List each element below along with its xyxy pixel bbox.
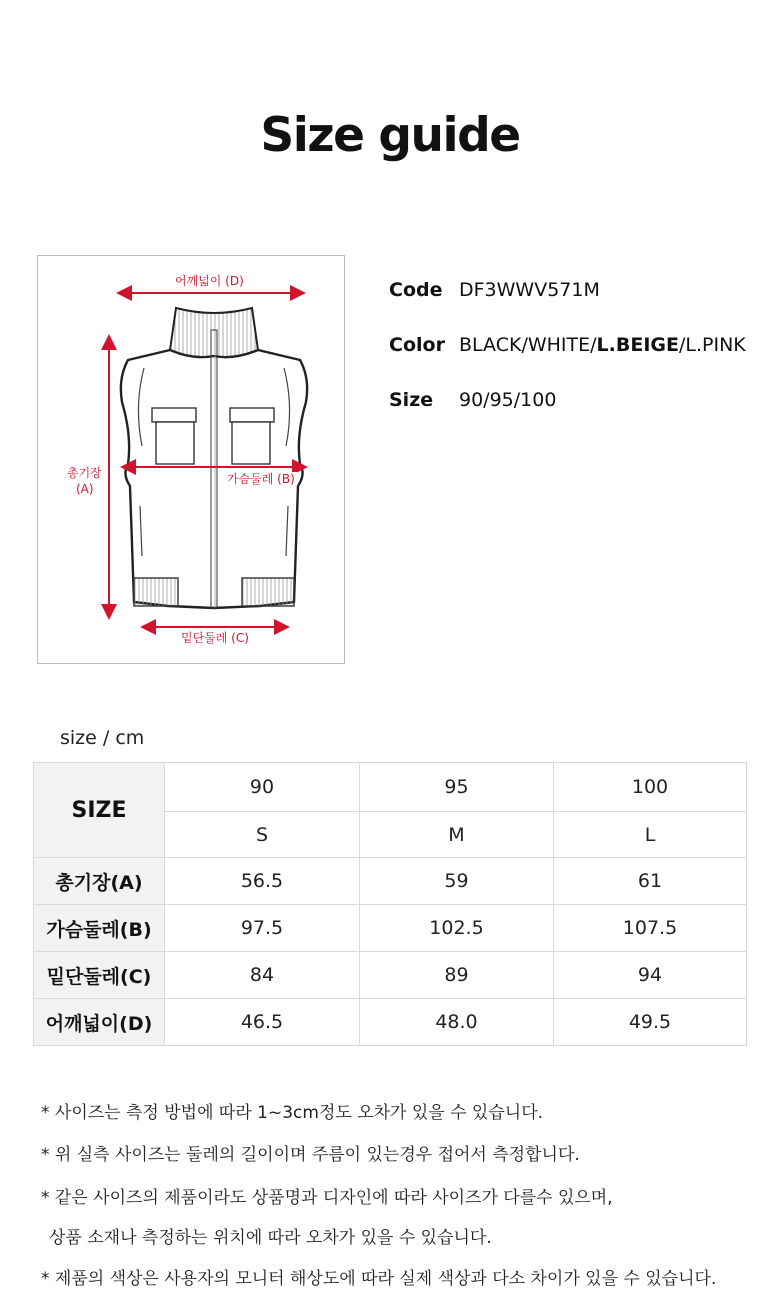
table-row bbox=[34, 858, 747, 905]
table-cell: 46.5 bbox=[165, 999, 360, 1046]
info-color-key: Color bbox=[389, 334, 445, 356]
table-cell: 49.5 bbox=[554, 999, 747, 1046]
table-cell: 102.5 bbox=[360, 905, 554, 952]
page-title: Size guide bbox=[260, 108, 520, 163]
table-row bbox=[34, 952, 747, 999]
note-3: * 같은 사이즈의 제품이라도 상품명과 디자인에 따라 사이즈가 다를수 있으며, bbox=[41, 1188, 613, 1208]
table-cell: 97.5 bbox=[165, 905, 360, 952]
vest-diagram bbox=[37, 255, 345, 664]
col-letter-m: M bbox=[360, 812, 554, 858]
size-table bbox=[33, 762, 747, 1046]
color-part-1: BLACK/WHITE/ bbox=[459, 334, 597, 356]
info-code-key: Code bbox=[389, 279, 443, 301]
table-header-row-num bbox=[34, 763, 747, 812]
row-label-length: 총기장(A) bbox=[34, 858, 165, 905]
vest-illustration bbox=[38, 256, 344, 663]
info-code-value: DF3WWV571M bbox=[459, 279, 600, 301]
row-label-shoulder: 어깨넓이(D) bbox=[34, 999, 165, 1046]
size-header-cell: SIZE bbox=[34, 763, 165, 858]
shoulder-width-label: 어깨넓이 (D) bbox=[175, 274, 244, 288]
color-part-highlight: L.BEIGE bbox=[596, 334, 679, 356]
col-num-90: 90 bbox=[165, 763, 360, 812]
table-cell: 48.0 bbox=[360, 999, 554, 1046]
note-1: * 사이즈는 측정 방법에 따라 1~3cm정도 오차가 있을 수 있습니다. bbox=[41, 1103, 544, 1123]
col-letter-s: S bbox=[165, 812, 360, 858]
info-size-key: Size bbox=[389, 389, 434, 411]
table-cell: 94 bbox=[554, 952, 747, 999]
total-length-code: (A) bbox=[76, 482, 94, 496]
note-3-continued: 상품 소재나 측정하는 위치에 따라 오차가 있을 수 있습니다. bbox=[49, 1228, 492, 1248]
total-length-label: 총기장 bbox=[67, 466, 102, 480]
info-size-value: 90/95/100 bbox=[459, 389, 557, 411]
row-label-hem: 밑단둘레(C) bbox=[34, 952, 165, 999]
table-cell: 89 bbox=[360, 952, 554, 999]
col-num-95: 95 bbox=[360, 763, 554, 812]
table-row bbox=[34, 999, 747, 1046]
table-cell: 56.5 bbox=[165, 858, 360, 905]
table-cell: 61 bbox=[554, 858, 747, 905]
hem-label: 밑단둘레 (C) bbox=[181, 631, 249, 645]
table-cell: 59 bbox=[360, 858, 554, 905]
col-letter-l: L bbox=[554, 812, 747, 858]
note-2: * 위 실측 사이즈는 둘레의 길이이며 주름이 있는경우 접어서 측정합니다. bbox=[41, 1145, 580, 1165]
color-part-3: /L.PINK bbox=[678, 334, 746, 356]
unit-label: size / cm bbox=[60, 727, 145, 749]
info-color-value bbox=[459, 334, 746, 356]
col-num-100: 100 bbox=[554, 763, 747, 812]
table-row bbox=[34, 905, 747, 952]
chest-label: 가슴둘레 (B) bbox=[227, 472, 295, 486]
table-cell: 84 bbox=[165, 952, 360, 999]
row-label-chest: 가슴둘레(B) bbox=[34, 905, 165, 952]
table-cell: 107.5 bbox=[554, 905, 747, 952]
note-4: * 제품의 색상은 사용자의 모니터 해상도에 따라 실제 색상과 다소 차이가 있을 수 있습니다. bbox=[41, 1269, 717, 1289]
